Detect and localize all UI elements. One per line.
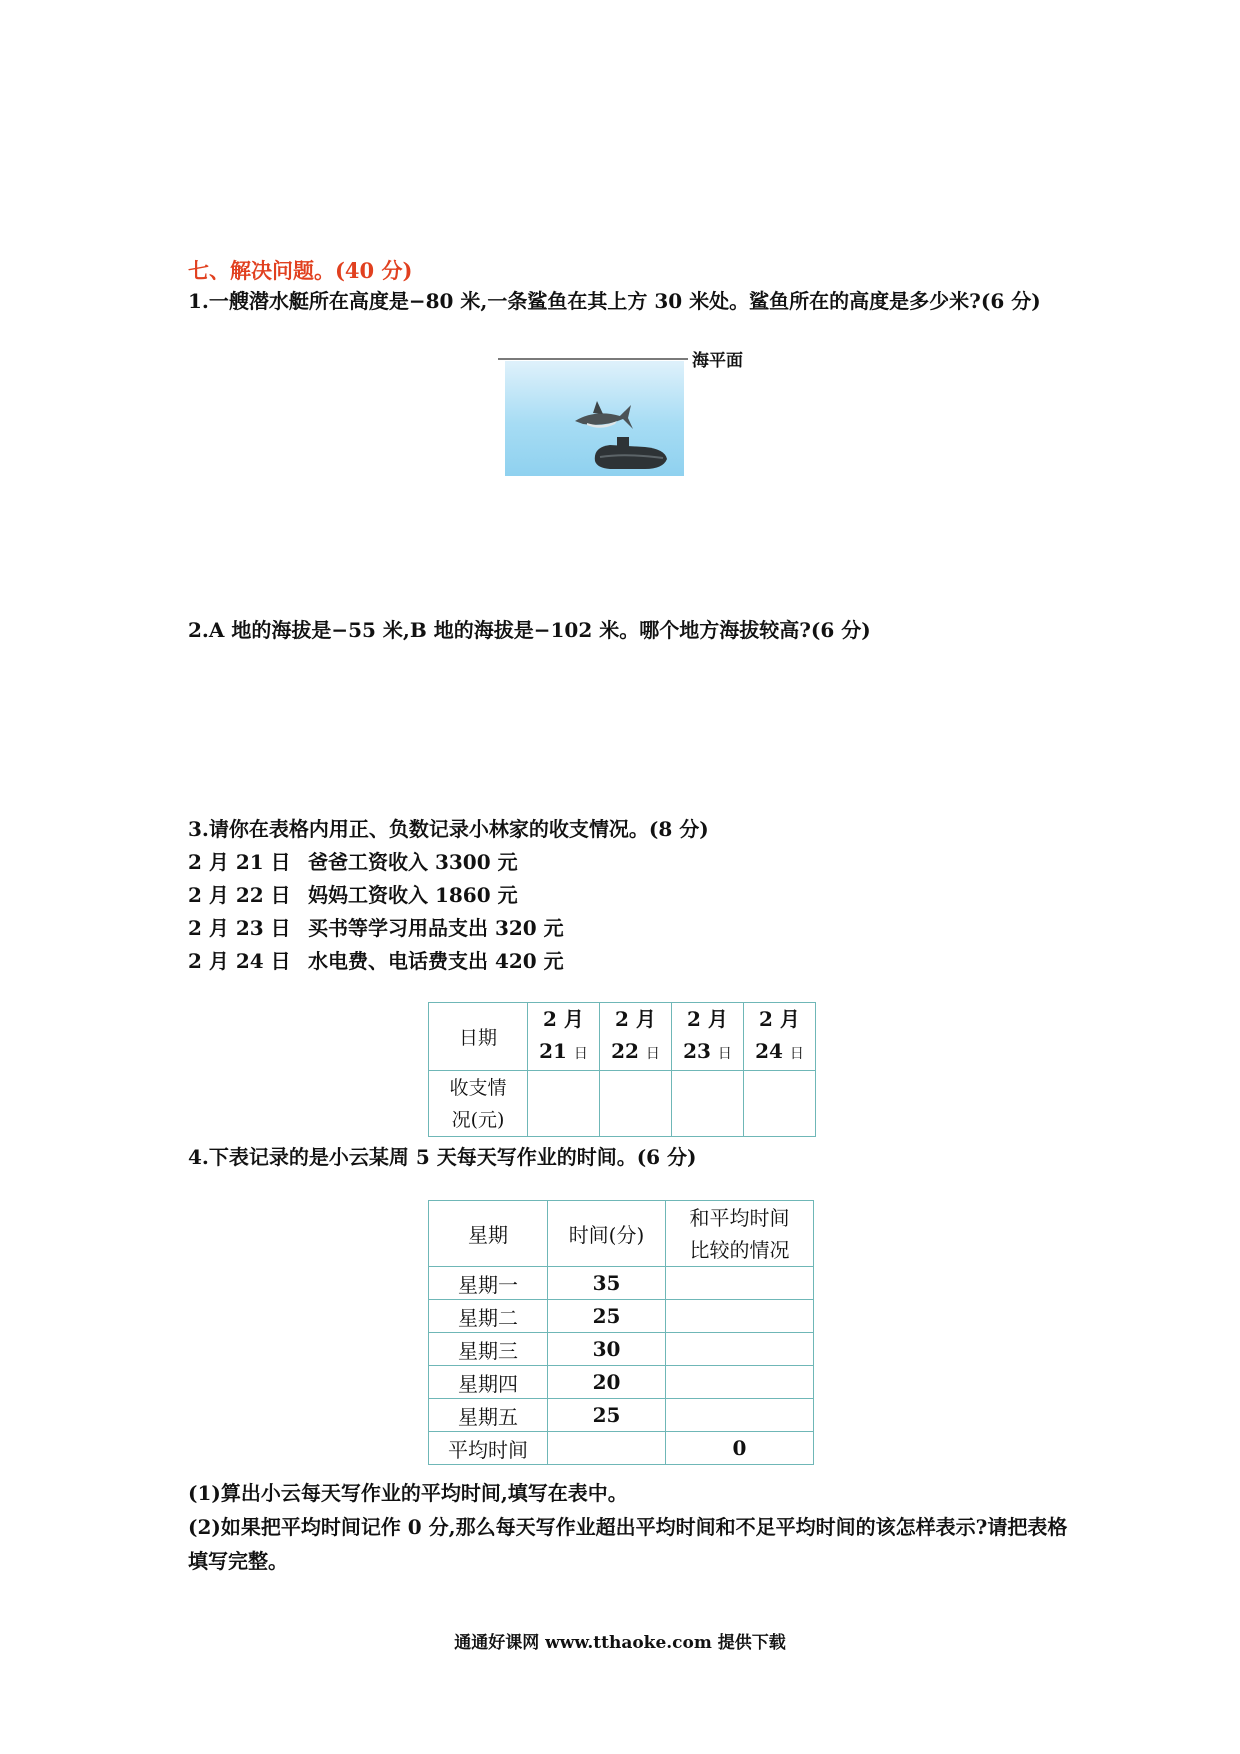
record-date: 2 月 23 日	[188, 916, 291, 940]
answer-cell[interactable]	[744, 1071, 816, 1137]
table-row	[429, 1333, 814, 1366]
shark-icon	[575, 401, 633, 429]
answer-cell[interactable]	[672, 1071, 744, 1137]
sea-level-line	[498, 358, 688, 360]
record-desc: 爸爸工资收入 3300 元	[308, 850, 518, 874]
time-cell: 25	[548, 1300, 666, 1333]
compare-cell[interactable]	[666, 1267, 814, 1300]
time-cell: 35	[548, 1267, 666, 1300]
record-desc: 买书等学习用品支出 320 元	[308, 916, 564, 940]
day-cell: 星期三	[429, 1333, 548, 1366]
shark-submarine-drawing	[505, 361, 684, 476]
answer-cell[interactable]	[528, 1071, 600, 1137]
table-header-time: 时间(分)	[548, 1201, 666, 1267]
day-cell: 星期一	[429, 1267, 548, 1300]
table-row	[429, 1399, 814, 1432]
record-line	[188, 945, 564, 974]
question-3-text: 3.请你在表格内用正、负数记录小林家的收支情况。(8 分)	[188, 817, 709, 841]
day-cell: 平均时间	[429, 1432, 548, 1465]
record-line	[188, 846, 518, 875]
table-header-amount: 收支情 况(元)	[429, 1071, 528, 1137]
day-cell: 星期五	[429, 1399, 548, 1432]
section-title: 七、解决问题。(40 分)	[188, 258, 413, 283]
sub-question-2: (2)如果把平均时间记作 0 分,那么每天写作业超出平均时间和不足平均时间的该怎样表示?请把表格填写完整。	[188, 1515, 1068, 1573]
question-4-text: 4.下表记录的是小云某周 5 天每天写作业的时间。(6 分)	[188, 1145, 697, 1169]
day-cell: 星期二	[429, 1300, 548, 1333]
time-cell: 20	[548, 1366, 666, 1399]
table-row	[429, 1432, 814, 1465]
table-row	[429, 1300, 814, 1333]
compare-cell[interactable]	[666, 1300, 814, 1333]
answer-cell[interactable]	[600, 1071, 672, 1137]
sub-question-1: (1)算出小云每天写作业的平均时间,填写在表中。	[188, 1481, 628, 1505]
compare-cell[interactable]	[666, 1333, 814, 1366]
date-cell: 2 月 23 日	[672, 1003, 744, 1071]
submarine-icon	[595, 437, 667, 469]
record-date: 2 月 22 日	[188, 883, 291, 907]
table-row	[429, 1366, 814, 1399]
question-1-text: 1.一艘潜水艇所在高度是−80 米,一条鲨鱼在其上方 30 米处。鲨鱼所在的高度是多少米?(6 分)	[188, 289, 1041, 313]
table-row	[429, 1267, 814, 1300]
table-header-date: 日期	[429, 1003, 528, 1071]
compare-cell: 0	[666, 1432, 814, 1465]
sea-level-label: 海平面	[692, 351, 743, 371]
record-desc: 水电费、电话费支出 420 元	[308, 949, 564, 973]
table-header-compare: 和平均时间 比较的情况	[666, 1201, 814, 1267]
time-cell[interactable]	[548, 1432, 666, 1465]
question-2-text: 2.A 地的海拔是−55 米,B 地的海拔是−102 米。哪个地方海拔较高?(6 分)	[188, 618, 871, 642]
compare-cell[interactable]	[666, 1366, 814, 1399]
income-expense-table	[428, 1002, 816, 1137]
table-header-day: 星期	[429, 1201, 548, 1267]
record-line	[188, 879, 518, 908]
date-cell: 2 月 22 日	[600, 1003, 672, 1071]
time-cell: 25	[548, 1399, 666, 1432]
ocean-illustration	[505, 361, 684, 476]
record-line	[188, 912, 564, 941]
homework-time-table	[428, 1200, 814, 1465]
compare-cell[interactable]	[666, 1399, 814, 1432]
date-cell: 2 月 24 日	[744, 1003, 816, 1071]
record-desc: 妈妈工资收入 1860 元	[308, 883, 518, 907]
record-date: 2 月 24 日	[188, 949, 291, 973]
day-cell: 星期四	[429, 1366, 548, 1399]
date-cell: 2 月 21 日	[528, 1003, 600, 1071]
footer-text: 通通好课网 www.tthaoke.com 提供下载	[454, 1633, 786, 1653]
time-cell: 30	[548, 1333, 666, 1366]
record-date: 2 月 21 日	[188, 850, 291, 874]
